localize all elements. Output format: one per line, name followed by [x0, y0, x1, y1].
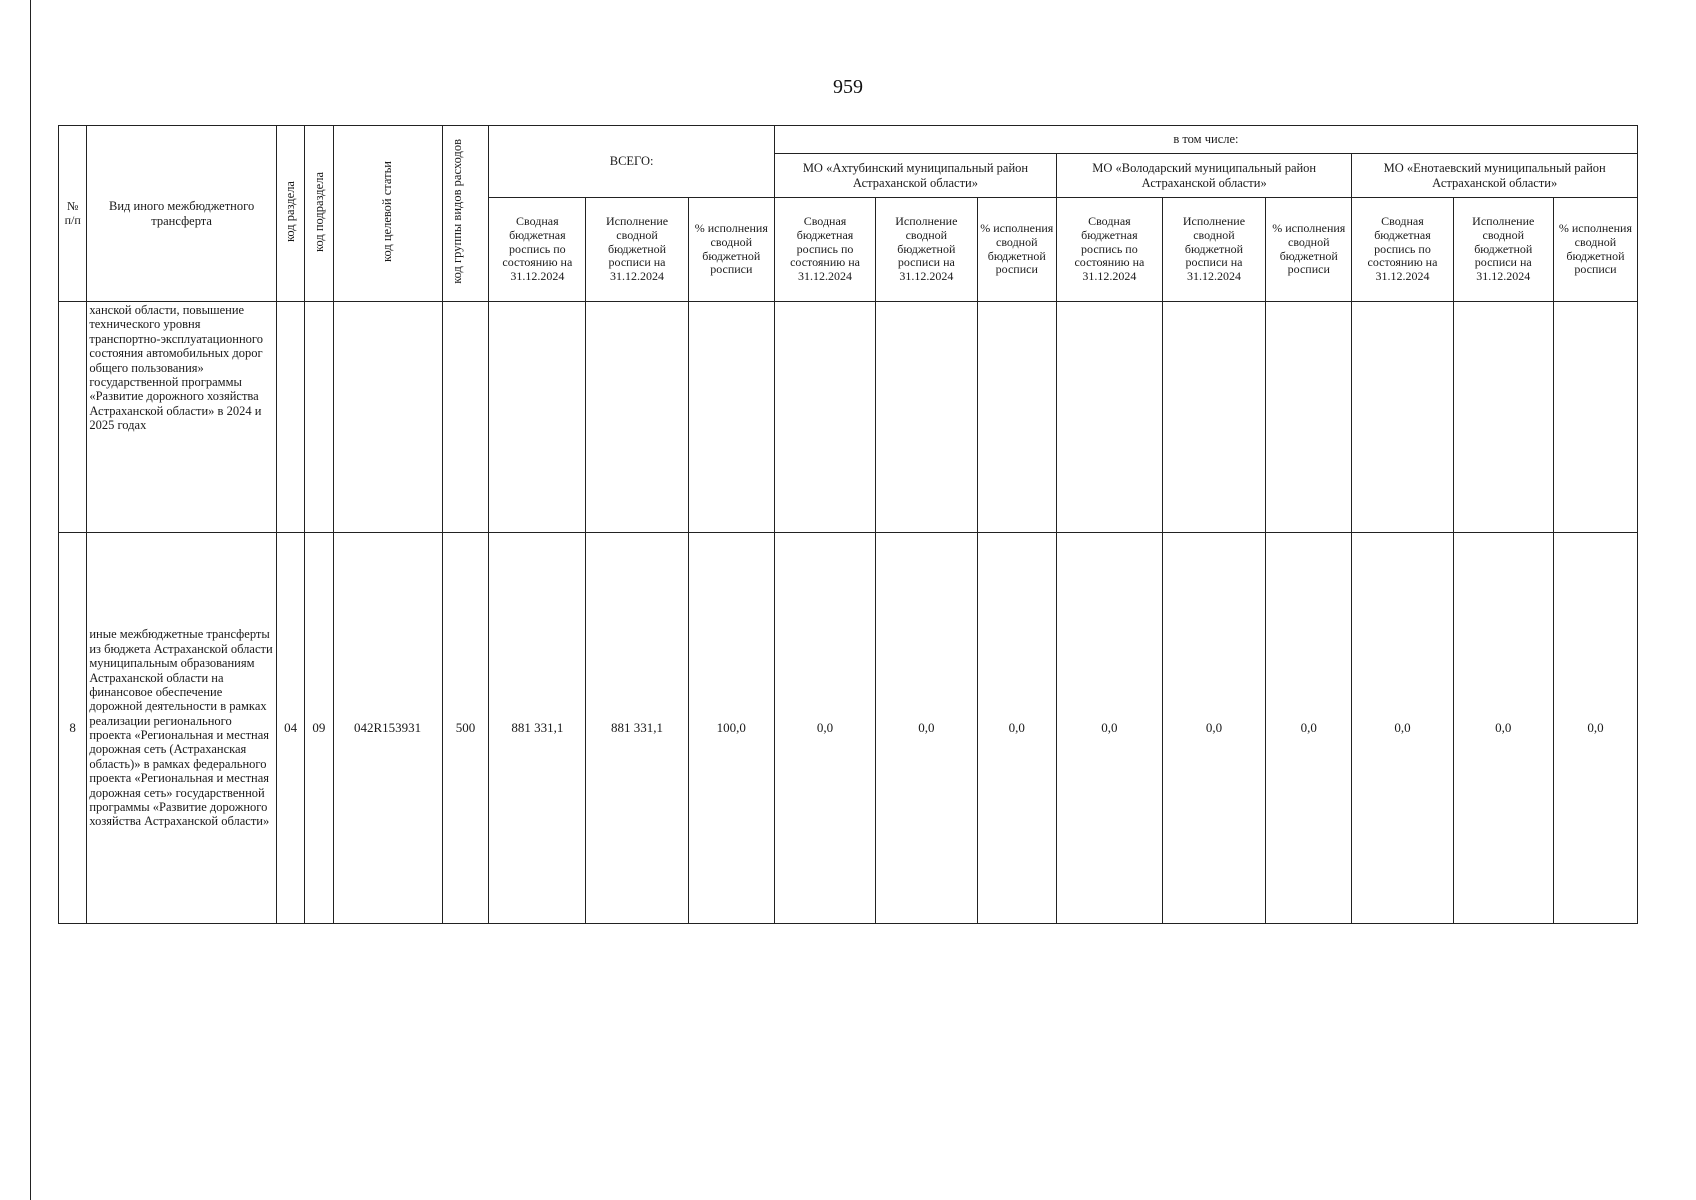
- row-value: [1453, 302, 1553, 533]
- header-subsection-code: код подраздела: [305, 126, 333, 302]
- row-target: 042R153931: [333, 533, 442, 924]
- row-value: 0,0: [1553, 533, 1637, 924]
- header-section-code: код раздела: [276, 126, 304, 302]
- row-value: [876, 302, 977, 533]
- header-mo3-exec: Исполнение сводной бюджетной росписи на 31.12.2024: [1453, 198, 1553, 302]
- header-total: ВСЕГО:: [489, 126, 775, 198]
- row-subsection: 09: [305, 533, 333, 924]
- header-transfer-type: Вид иного межбюджетного трансферта: [87, 126, 277, 302]
- row-description: иные межбюджетные трансферты из бюджета Астраханской области муниципальным образованиям Астраханской области на финансовое обеспечение дорожной деятельности в рамках реализации регионального проекта «Региональная и местная дорожная сеть (Астраханская область)» в рамках федерального проекта «Региональная и местная дорожная сеть» государственной программы «Развитие дорожного хозяйства Астраханской области»: [87, 533, 277, 924]
- row-value: 881 331,1: [489, 533, 586, 924]
- header-num: № п/п: [59, 126, 87, 302]
- header-total-plan: Сводная бюджетная роспись по состоянию на 31.12.2024: [489, 198, 586, 302]
- header-total-exec: Исполнение сводной бюджетной росписи на 31.12.2024: [586, 198, 688, 302]
- row-value: [1553, 302, 1637, 533]
- row-section: [276, 302, 304, 533]
- row-group: [442, 302, 489, 533]
- row-group: 500: [442, 533, 489, 924]
- row-target: [333, 302, 442, 533]
- row-value: [688, 302, 774, 533]
- header-mo1-plan: Сводная бюджетная роспись по состоянию на 31.12.2024: [774, 198, 875, 302]
- header-mo-volodarsky: МО «Володарский муниципальный район Астраханской области»: [1057, 154, 1352, 198]
- row-value: [977, 302, 1057, 533]
- row-num: 8: [59, 533, 87, 924]
- page-margin-line: [30, 0, 31, 1200]
- row-value: [1162, 302, 1266, 533]
- header-total-pct: % исполнения сводной бюджетной росписи: [688, 198, 774, 302]
- row-value: 0,0: [1266, 533, 1352, 924]
- row-value: [1057, 302, 1163, 533]
- header-mo3-plan: Сводная бюджетная роспись по состоянию на 31.12.2024: [1352, 198, 1453, 302]
- header-mo1-pct: % исполнения сводной бюджетной росписи: [977, 198, 1057, 302]
- table-row: [59, 533, 1638, 924]
- table-header: [59, 126, 1638, 302]
- row-value: 881 331,1: [586, 533, 688, 924]
- header-mo-akhtubinsky: МО «Ахтубинский муниципальный район Астраханской области»: [774, 154, 1056, 198]
- row-value: [1266, 302, 1352, 533]
- row-subsection: [305, 302, 333, 533]
- row-value: [586, 302, 688, 533]
- table-row: [59, 302, 1638, 533]
- row-value: 100,0: [688, 533, 774, 924]
- header-target-code: код целевой статьи: [333, 126, 442, 302]
- row-value: [489, 302, 586, 533]
- row-value: 0,0: [977, 533, 1057, 924]
- row-value: 0,0: [1352, 533, 1453, 924]
- row-value: 0,0: [1453, 533, 1553, 924]
- row-num: [59, 302, 87, 533]
- transfers-table: [58, 125, 1638, 924]
- row-description: ханской области, повышение технического уровня транспортно-эксплуатационного состояния автомобильных дорог общего пользования» государственной программы «Развитие дорожного хозяйства Астраханской области» в 2024 и 2025 годах: [87, 302, 277, 533]
- row-value: 0,0: [774, 533, 875, 924]
- header-expense-group-code: код группы видов расходов: [442, 126, 489, 302]
- header-mo3-pct: % исполнения сводной бюджетной росписи: [1553, 198, 1637, 302]
- header-mo2-exec: Исполнение сводной бюджетной росписи на 31.12.2024: [1162, 198, 1266, 302]
- header-mo-enotaevsky: МО «Енотаевский муниципальный район Астраханской области»: [1352, 154, 1638, 198]
- row-value: [774, 302, 875, 533]
- row-section: 04: [276, 533, 304, 924]
- header-mo2-pct: % исполнения сводной бюджетной росписи: [1266, 198, 1352, 302]
- page-number: 959: [833, 76, 863, 98]
- header-including: в том числе:: [774, 126, 1637, 154]
- row-value: 0,0: [1057, 533, 1163, 924]
- row-value: 0,0: [1162, 533, 1266, 924]
- row-value: 0,0: [876, 533, 977, 924]
- row-value: [1352, 302, 1453, 533]
- header-mo2-plan: Сводная бюджетная роспись по состоянию на 31.12.2024: [1057, 198, 1163, 302]
- header-mo1-exec: Исполнение сводной бюджетной росписи на 31.12.2024: [876, 198, 977, 302]
